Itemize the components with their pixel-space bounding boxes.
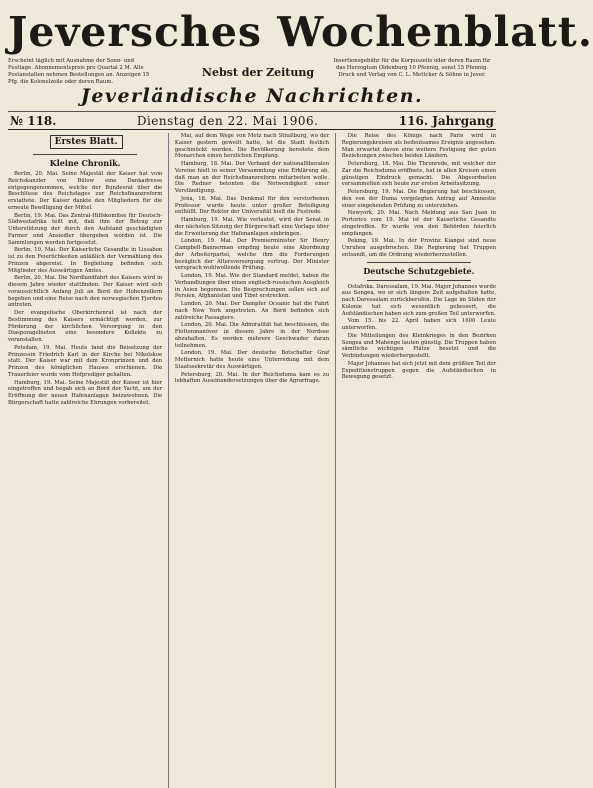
section-heading: Erstes Blatt. — [50, 135, 123, 149]
article-paragraph: Petersburg, 18. Mai. Die Thronrede, mit welcher der Zar die Reichsduma eröffnete, hat in allen Kreisen einen günstigen Eindruck gemacht. Die Abgeordneten versammelten sich heute zur ersten Arbeitssitzung. — [341, 161, 496, 188]
masthead-center-notice: Nebst der Zeitung — [201, 66, 315, 79]
article-paragraph: Berlin, 19. Mai. Das Zentral-Hilfskomitee für Deutsch-Südwestafrika teilt mit, daß ihm der Betrag zur Unterstützung der durch den Aufstand geschädigten Farmer und Ansiedler übergeben worden ist. Die Sammlungen werden fortgesetzt. — [8, 212, 163, 246]
article-paragraph: Jena, 18. Mai. Das Denkmal für den verstorbenen Professor wurde heute unter großer Beteiligung enthüllt. Der Rektor der Universität hielt die Festrede. — [174, 195, 330, 216]
article-paragraph: Newyork, 20. Mai. Nach Meldung aus San Juan in Portorico vom 19. Mai ist der Kaiserliche Gesandte eingetroffen. Er wurde von den Behörden feierlich empfangen. — [341, 210, 496, 237]
article-paragraph: Hamburg, 18. Mai. Der Verband der nationalliberalen Vereine hielt in seiner Versammlung eine Erklärung ab, daß man an der Reichsfinanzreform mitarbeiten wolle. Die Redner betonten die Notwendigkeit einer Verständigung. — [174, 161, 330, 194]
article-paragraph: Hamburg, 19. Mai. Seine Majestät der Kaiser ist hier eingetroffen und begab sich an Bord der Yacht, um der Eröffnung der neuen Hafenanlagen beizuwohnen. Die Bürgerschaft hatte zahlreiche Ehrungen vorbereitet. — [8, 379, 163, 406]
issue-date: Dienstag den 22. Mai 1906. — [136, 114, 319, 128]
article-paragraph: Major Johannes hat sich jetzt mit dem größten Teil der Expeditionstruppen gegen die Aufständischen in Bewegung gesetzt. — [341, 360, 496, 381]
column-1 — [8, 133, 162, 788]
article-heading: Deutsche Schutzgebiete. — [363, 265, 475, 276]
article-paragraph: Berlin, 19. Mai. Der Kaiserliche Gesandte in Lissabon ist zu den Feierlichkeiten anläßlich der Vermählung des Prinzen abgereist. In Begleitung befinden sich Mitglieder des Auswärtigen Amtes. — [8, 247, 163, 274]
column-separator — [168, 133, 169, 788]
column-2 — [175, 133, 329, 788]
article-paragraph: Mai, auf dem Wege von Metz nach Straßburg, wo der Kaiser gestern geweilt hatte, ist die Stadt festlich geschmückt worden. Die Bevölkerung bereitete dem Monarchen einen herzlichen Empfang. — [174, 133, 330, 160]
masthead-subrow — [8, 58, 496, 98]
newspaper-title: Jeversches Wochenblatt. — [8, 8, 593, 56]
insertion-notice: Insertionsgebühr für die Korpuszeile oder deren Raum für das Herzogtum Oldenburg 10 Pfennig, sonst 15 Pfennig. Druck und Verlag von C. L. Mettcker & Söhne in Jever. — [333, 58, 491, 78]
masthead — [8, 0, 593, 108]
article-paragraph: Petersburg, 20. Mai. In der Reichsduma kam es zu lebhaften Auseinandersetzungen über die Agrarfrage. — [174, 371, 330, 385]
divider — [33, 154, 137, 155]
supplement-title: Jeverländische Nachrichten. — [80, 85, 424, 107]
article-paragraph: London, 19. Mai. Der Premierminister Sir Henry Campbell-Bannerman empfing heute eine Abordnung der Arbeiterpartei, welche ihm die Forderungen bezüglich der Altersversorgung vortrug. Der Minister versprach wohlwollende Prüfung. — [174, 238, 330, 272]
article-paragraph: Hamburg, 19. Mai. Wie verlautet, wird der Senat in der nächsten Sitzung der Bürgerschaft eine Vorlage über die Erweiterung der Hafenanlagen einbringen. — [174, 217, 330, 237]
divider — [367, 262, 471, 263]
article-paragraph: Berlin, 20. Mai. Seine Majestät der Kaiser hat vom Reichskanzler von Bülow eine Dankadresse entgegengenommen, welche der Bundesrat über die Beschlüsse des Reichstages zur Reichsfinanzreform erstattete. Der Kaiser dankte den Mitgliedern für die erneute Bewilligung der Mittel. — [8, 171, 163, 211]
volume-year: 116. Jahrgang — [398, 114, 494, 128]
article-paragraph: London, 20. Mai. Die Admiralität hat beschlossen, die Flottenmanöver in diesem Jahre in der Nordsee abzuhalten. Es werden mehrere Geschwader daran teilnehmen. — [174, 322, 330, 349]
article-paragraph: Petersburg, 19. Mai. Die Regierung hat beschlossen, den von der Duma vorgelegten Antrag auf Amnestie einer eingehenden Prüfung zu unterziehen. — [341, 189, 496, 209]
article-paragraph: Der evangelische Oberkirchenrat ist nach der Bestimmung des Kaisers ermächtigt worden, zur Förderung der kirchlichen Versorgung in den Diasporagebieten eine besondere Kollekte zu veranstalten. — [8, 310, 163, 343]
article-paragraph: Vom 15. bis 22. April haben sich 1600 Leute unterworfen. — [341, 318, 496, 331]
article-paragraph: Peking, 19. Mai. In der Provinz Kiangsi sind neue Unruhen ausgebrochen. Die Regierung hat Truppen entsandt, um die Ordnung wiederherzustellen. — [341, 238, 496, 258]
article-paragraph: Ostafrika. Daressalam, 19. Mai. Major Johannes wurde aus Songea, wo er sich längere Zeit aufgehalten hatte, nach Daressalam zurückberufen. Die Lage im Süden der Kolonie hat sich wesentlich gebessert, die Aufständischen haben sich zum großen Teil unterworfen. — [341, 283, 496, 317]
article-heading: Kleine Chronik. — [49, 158, 121, 168]
article-paragraph: London, 19. Mai. Wie der Standard meldet, haben die Verhandlungen über einen englisch-russischen Ausgleich in Asien begonnen. Die Besprechungen sollen sich auf Persien, Afghanistan und Tibet erstrecken. — [174, 273, 330, 300]
article-paragraph: Die Mitteilungen des Kleinkrieges in den Bezirken Songea und Mahenge lauten günstig. Die Truppen haben sämtliche wichtigen Plätze besetzt und die Verbindungen wiederhergestellt. — [341, 332, 496, 359]
column-3 — [342, 133, 496, 788]
article-paragraph: London, 19. Mai. Der deutsche Botschafter Graf Metternich hatte heute eine Unterredung mit dem Staatssekretär des Auswärtigen. — [174, 350, 330, 370]
issue-number: № 118. — [10, 114, 57, 128]
divider — [367, 280, 471, 281]
article-paragraph: Die Reise des Königs nach Paris wird in Regierungskreisen als bedeutsames Ereignis angesehen. Man erwartet davon eine weitere Festigung der guten Beziehungen zwischen beiden Ländern. — [341, 133, 496, 160]
article-paragraph: London, 20. Mai. Der Dampfer Oceanic hat die Fahrt nach New York angetreten. An Bord befinden sich zahlreiche Passagiere. — [174, 301, 330, 321]
article-columns — [8, 133, 496, 788]
article-paragraph: Potsdam, 19. Mai. Heute fand die Beisetzung der Prinzessin Friedrich Karl in der Kirche bei Nikolskoe statt. Der Kaiser war mit dem Kronprinzen und den Prinzen des königlichen Hauses erschienen. Die Trauerfeier wurde vom Hofprediger gehalten. — [8, 344, 163, 378]
subscription-notice: Erscheint täglich mit Ausnahme der Sonn- und Festtage. Abonnementspreis pro Quartal 2 M. Alle Postanstalten nehmen Bestellungen an. Anzeigen 15 Pfg. die Kolonelzeile oder deren Raum. — [8, 58, 150, 85]
column-separator — [335, 133, 336, 788]
dateline — [8, 111, 496, 130]
article-paragraph: Berlin, 20. Mai. Die Nordlandfahrt des Kaisers wird in diesem Jahre wieder stattfinden. Der Kaiser wird sich voraussichtlich Anfang Juli an Bord der Hohenzollern begeben und eine Reise nach den norwegischen Fjorden antreten. — [8, 275, 163, 309]
